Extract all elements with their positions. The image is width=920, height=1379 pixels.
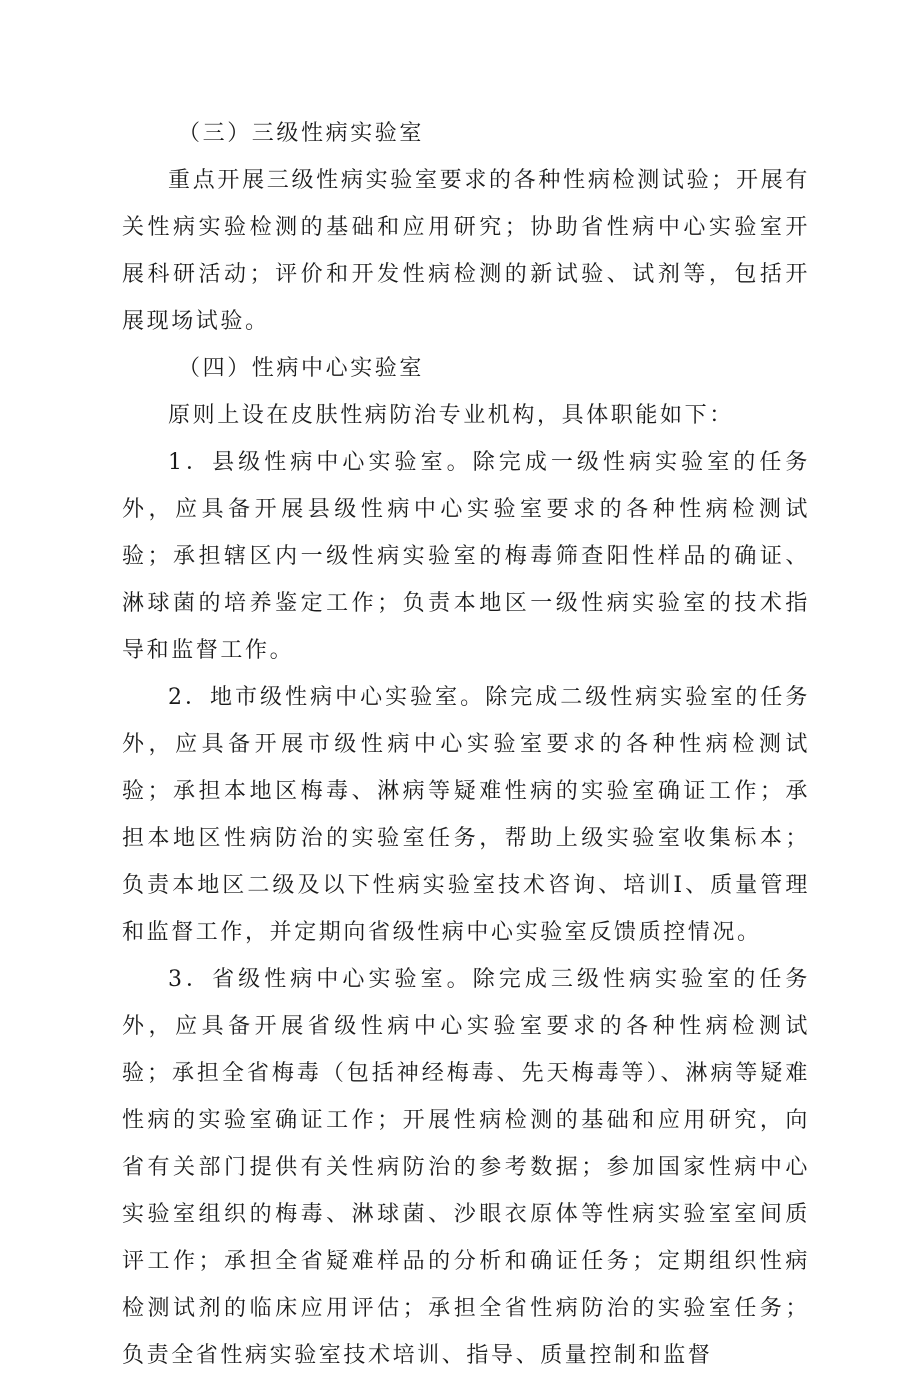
list-item-province-lab: 3．省级性病中心实验室。除完成三级性病实验室的任务外，应具备开展省级性病中心实验室要求的各种性病检测试验；承担全省梅毒（包括神经梅毒、先天梅毒等）、淋病等疑难性病的实验室确证工作；开展性病检测的基础和应用研究，向省有关部门提供有关性病防治的参考数据；参加国家性病中心实验室组织的梅毒、淋球菌、沙眼衣原体等性病实验室室间质评工作；承担全省疑难样品的分析和确证任务；定期组织性病检测试剂的临床应用评估；承担全省性病防治的实验室任务；负责全省性病实验室技术培训、指导、质量控制和监督 bbox=[122, 967, 810, 1368]
section-three-paragraph: 重点开展三级性病实验室要求的各种性病检测试验；开展有关性病实验检测的基础和应用研究；协助省性病中心实验室开展科研活动；评价和开发性病检测的新试验、试剂等，包括开展现场试验。 bbox=[122, 168, 810, 334]
document-body bbox=[122, 110, 810, 1379]
section-heading-four: （四）性病中心实验室 bbox=[178, 356, 425, 381]
list-item-county-lab: 1．县级性病中心实验室。除完成一级性病实验室的任务外，应具备开展县级性病中心实验室要求的各种性病检测试验；承担辖区内一级性病实验室的梅毒筛查阳性样品的确证、淋球菌的培养鉴定工作；负责本地区一级性病实验室的技术指导和监督工作。 bbox=[122, 450, 810, 663]
section-four-intro: 原则上设在皮肤性病防治专业机构，具体职能如下： bbox=[168, 403, 734, 428]
list-item-city-lab: 2．地市级性病中心实验室。除完成二级性病实验室的任务外，应具备开展市级性病中心实验室要求的各种性病检测试验；承担本地区梅毒、淋病等疑难性病的实验室确证工作；承担本地区性病防治的实验室任务，帮助上级实验室收集标本；负责本地区二级及以下性病实验室技术咨询、培训Ⅰ、质量管理和监督工作，并定期向省级性病中心实验室反馈质控情况。 bbox=[122, 685, 810, 945]
section-heading-three: （三）三级性病实验室 bbox=[178, 121, 425, 146]
